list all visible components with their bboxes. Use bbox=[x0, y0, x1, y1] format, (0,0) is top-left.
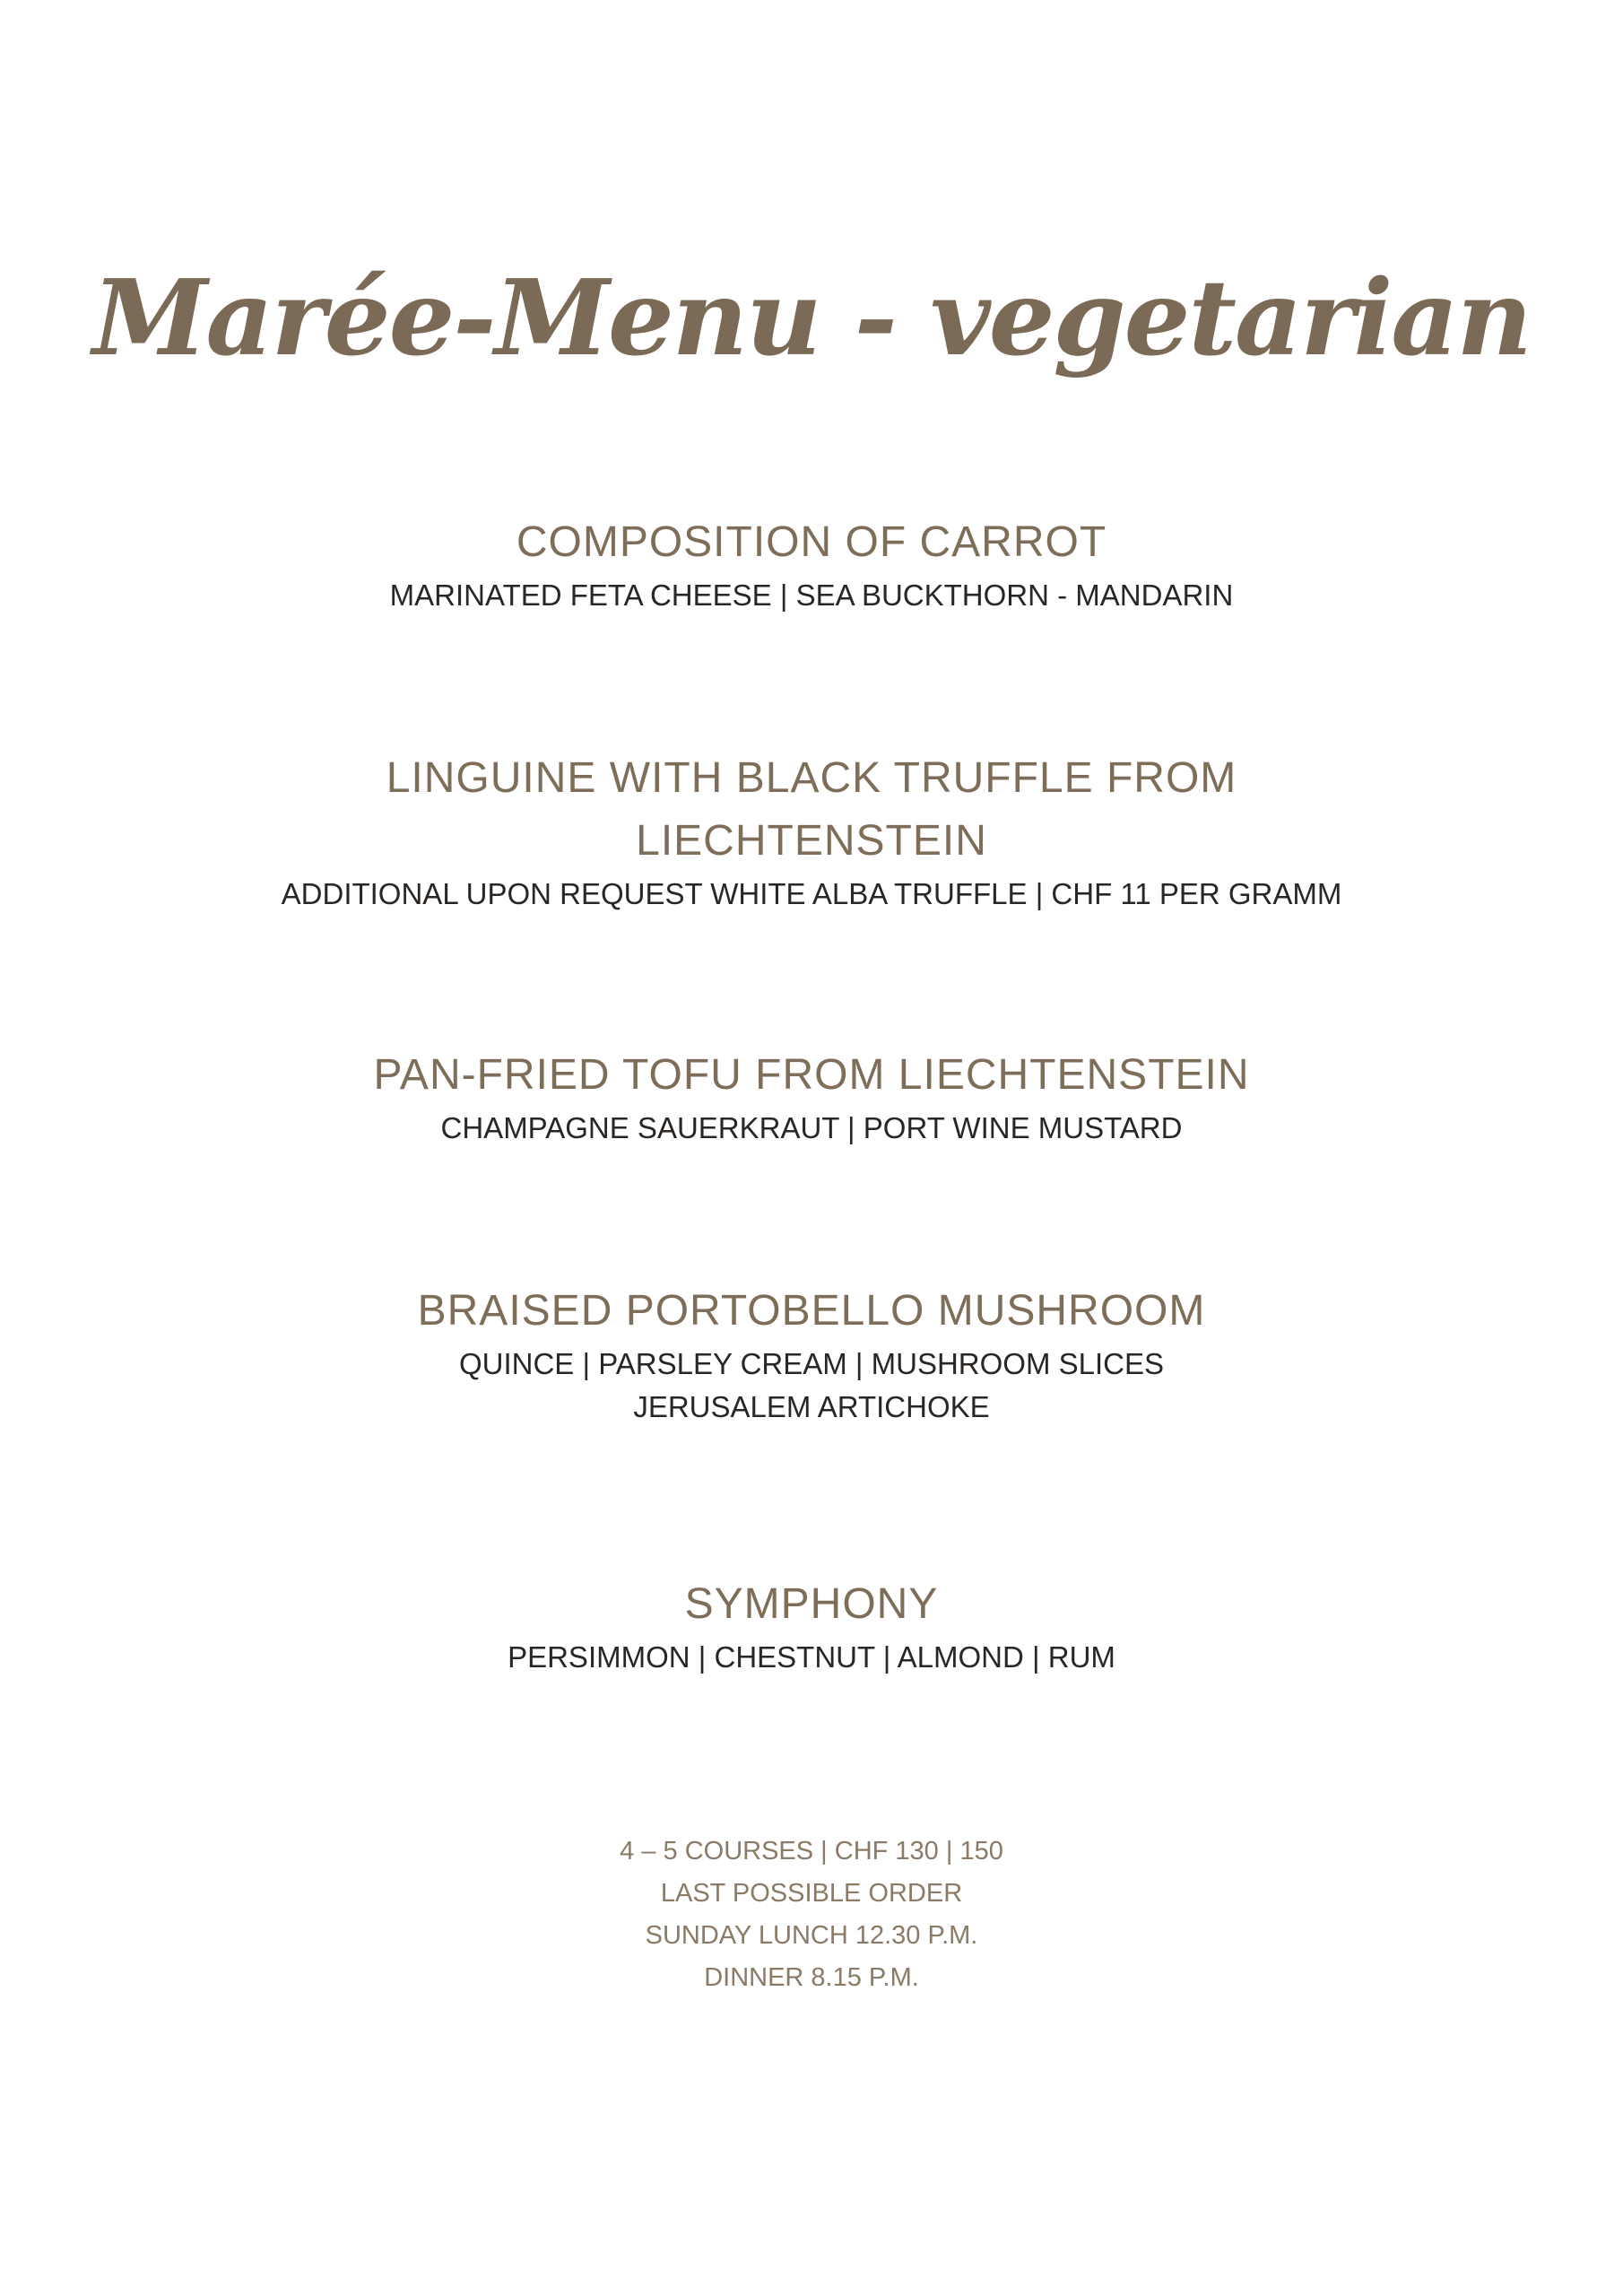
course-name: COMPOSITION OF CARROT bbox=[516, 518, 1107, 566]
course-description: ADDITIONAL UPON REQUEST WHITE ALBA TRUFFLE | CHF 11 PER GRAMM bbox=[281, 877, 1342, 910]
sunday-lunch-time: SUNDAY LUNCH 12.30 P.M. bbox=[645, 1921, 978, 1950]
course-braised-portobello bbox=[0, 1280, 1623, 1429]
course-description: MARINATED FETA CHEESE | SEA BUCKTHORN - MANDARIN bbox=[389, 578, 1234, 612]
course-name-line-2: LIECHTENSTEIN bbox=[636, 817, 987, 865]
course-description: CHAMPAGNE SAUERKRAUT | PORT WINE MUSTARD bbox=[440, 1111, 1183, 1144]
courses-price: 4 – 5 COURSES | CHF 130 | 150 bbox=[620, 1837, 1003, 1866]
course-name: BRAISED PORTOBELLO MUSHROOM bbox=[417, 1287, 1206, 1335]
course-composition-of-carrot bbox=[0, 511, 1623, 617]
course-pan-fried-tofu bbox=[0, 1044, 1623, 1150]
dinner-time: DINNER 8.15 P.M. bbox=[704, 1963, 919, 1992]
last-order-label: LAST POSSIBLE ORDER bbox=[660, 1879, 963, 1908]
course-description-line-1: QUINCE | PARSLEY CREAM | MUSHROOM SLICES bbox=[458, 1347, 1165, 1380]
course-name: PAN-FRIED TOFU FROM LIECHTENSTEIN bbox=[373, 1051, 1250, 1099]
course-symphony bbox=[0, 1573, 1623, 1679]
course-description: PERSIMMON | CHESTNUT | ALMOND | RUM bbox=[508, 1640, 1115, 1674]
course-name-line-1: LINGUINE WITH BLACK TRUFFLE FROM bbox=[386, 754, 1237, 802]
menu-footer bbox=[0, 1831, 1623, 1999]
course-name: SYMPHONY bbox=[684, 1580, 939, 1628]
course-linguine bbox=[0, 747, 1623, 916]
course-description-line-2: JERUSALEM ARTICHOKE bbox=[633, 1390, 990, 1423]
menu-title: Marée-Menu - vegetarian bbox=[92, 257, 1531, 379]
